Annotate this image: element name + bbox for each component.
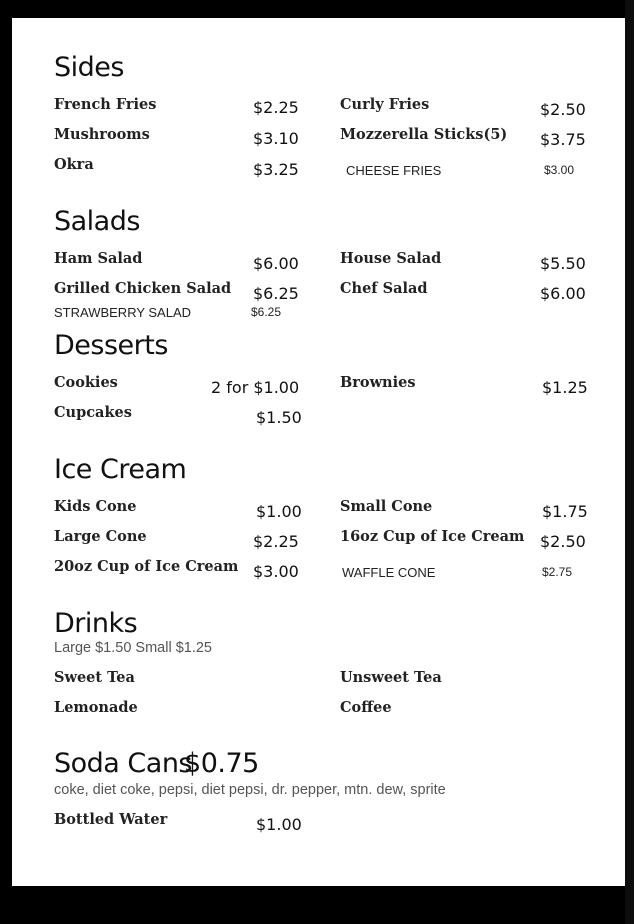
menu-item-price: $6.25: [253, 284, 299, 303]
menu-item-name: French Fries: [54, 96, 157, 113]
menu-item-name: Small Cone: [340, 498, 433, 515]
menu-item-name: Coffee: [340, 699, 392, 716]
menu-item-price: $2.50: [540, 532, 586, 551]
menu-item-price: $6.00: [253, 254, 299, 273]
soda-cans-label: Soda Cans: [54, 748, 193, 779]
menu-item-price: $1.75: [542, 502, 588, 521]
menu-item-name: 20oz Cup of Ice Cream: [54, 558, 239, 575]
menu-item-name: Kids Cone: [54, 498, 137, 515]
menu-item-price: $6.25: [251, 305, 282, 319]
menu-item-name: Lemonade: [54, 699, 138, 716]
menu-item-price: $5.50: [540, 254, 586, 273]
menu-item-price: $3.00: [544, 163, 575, 177]
menu-item-name: House Salad: [340, 250, 442, 267]
sides-heading: Sides: [54, 52, 124, 83]
menu-item-price: 2 for $1.00: [211, 378, 300, 397]
menu-item-price: $2.50: [540, 100, 586, 119]
menu-item-price: $2.25: [253, 532, 299, 551]
soda-cans-price: $0.75: [184, 748, 259, 779]
menu-item-name: Sweet Tea: [54, 669, 135, 686]
menu-item-price: $3.75: [540, 130, 586, 149]
menu-item-name: Okra: [54, 156, 94, 173]
menu-item-price: $1.00: [256, 502, 302, 521]
menu-item-name: Large Cone: [54, 528, 147, 545]
drinks-size-note: Large $1.50 Small $1.25: [54, 640, 212, 656]
menu-item-price: $3.25: [253, 160, 299, 179]
menu-item-price: $1.25: [542, 378, 588, 397]
menu-item-name: WAFFLE CONE: [342, 565, 436, 580]
menu-item-name: CHEESE FRIES: [346, 163, 442, 178]
menu-item-name: STRAWBERRY SALAD: [54, 305, 192, 320]
menu-item-price: $3.10: [253, 129, 299, 148]
menu-item-name: Cookies: [54, 374, 118, 391]
menu-item-name: Ham Salad: [54, 250, 143, 267]
menu-item-name: Chef Salad: [340, 280, 428, 297]
menu-item-name: Brownies: [340, 374, 416, 391]
menu-item-price: $2.75: [542, 565, 573, 579]
menu-item-name: 16oz Cup of Ice Cream: [340, 528, 525, 545]
menu-item-name: Curly Fries: [340, 96, 430, 113]
right-border: [625, 0, 634, 924]
menu-item-price: $3.00: [253, 562, 299, 581]
menu-item-price: $1.00: [256, 815, 302, 834]
soda-flavors: coke, diet coke, pepsi, diet pepsi, dr. pepper, mtn. dew, sprite: [54, 782, 446, 798]
menu-item-price: $6.00: [540, 284, 586, 303]
menu-item-name: Bottled Water: [54, 811, 168, 828]
ice-cream-heading: Ice Cream: [54, 454, 187, 485]
desserts-heading: Desserts: [54, 330, 168, 361]
menu-item-name: Grilled Chicken Salad: [54, 280, 232, 297]
menu-item-name: Cupcakes: [54, 404, 132, 421]
soda-cans-heading: [54, 748, 259, 779]
menu-item-name: Mushrooms: [54, 126, 150, 143]
menu-item-name: Unsweet Tea: [340, 669, 442, 686]
salads-heading: Salads: [54, 206, 140, 237]
menu-page: [12, 18, 625, 886]
drinks-heading: Drinks: [54, 608, 138, 639]
menu-item-price: $2.25: [253, 98, 299, 117]
menu-item-name: Mozzerella Sticks(5): [340, 126, 508, 143]
menu-item-price: $1.50: [256, 408, 302, 427]
